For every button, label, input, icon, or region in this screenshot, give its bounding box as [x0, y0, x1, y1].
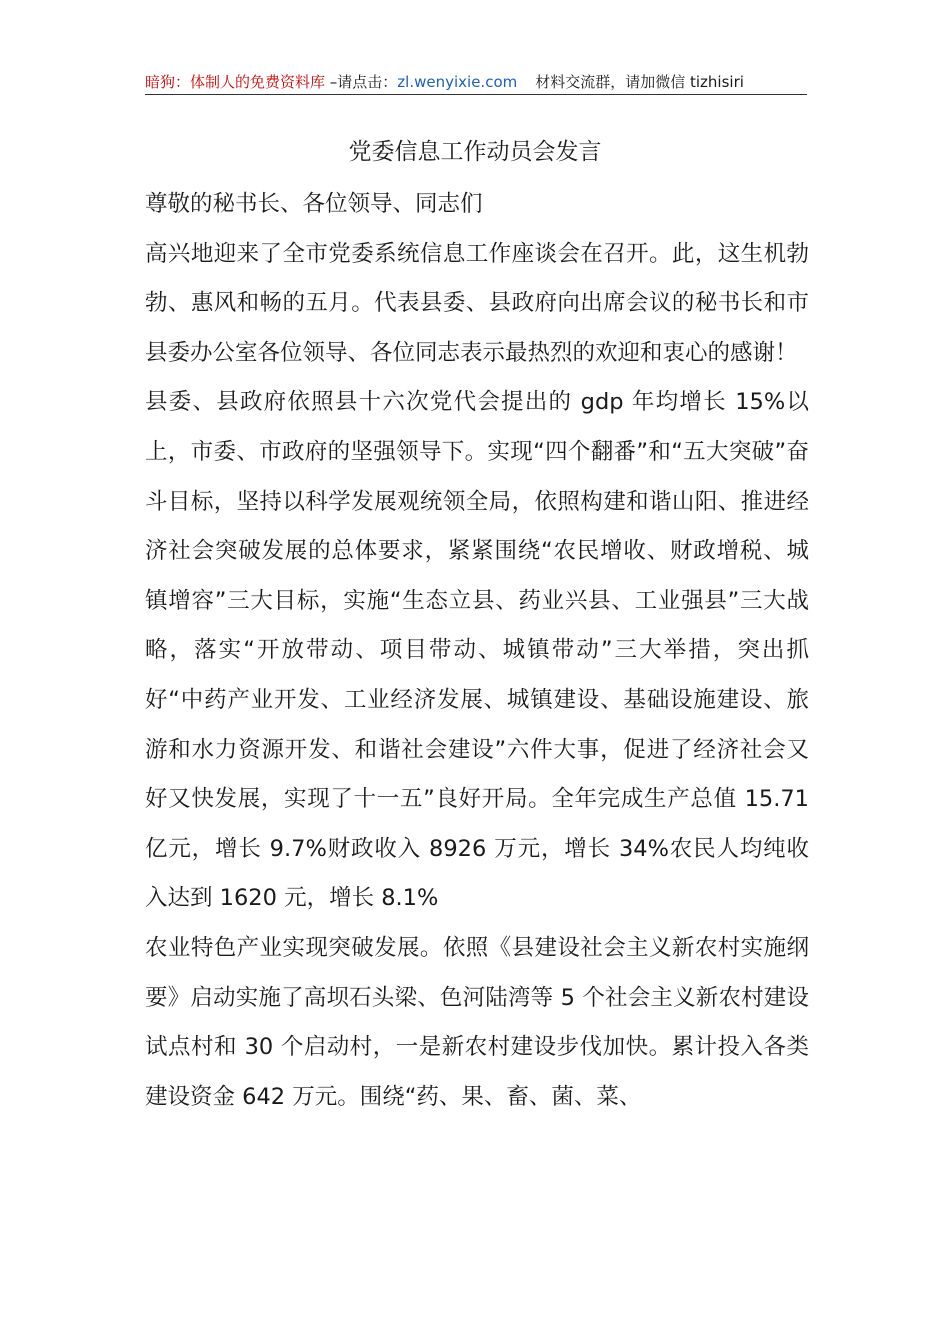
body-paragraph: 高兴地迎来了全市党委系统信息工作座谈会在召开。此，这生机勃勃、惠风和畅的五月。代表县委、县政府向出席会议的秘书长和市县委办公室各位领导、各位同志表示最热烈的欢迎和衷心的感谢！ — [145, 240, 809, 366]
header-divider — [145, 94, 807, 95]
document-body — [145, 180, 809, 1122]
page-header — [145, 70, 807, 94]
document-title: 党委信息工作动员会发言 — [348, 139, 602, 165]
header-contact-text: 材料交流群，请加微信 tizhisiri — [535, 73, 744, 91]
header-promo-text: 暗狗：体制人的免费资料库 — [145, 73, 326, 91]
body-paragraph: 农业特色产业实现突破发展。依照《县建设社会主义新农村实施纲要》启动实施了高坝石头梁、色河陆湾等 5 个社会主义新农村建设试点村和 30 个启动村，一是新农村建设步伐加快。累计投入各类建设资金 642 万元。围绕“药、果、畜、菌、菜、 — [145, 934, 809, 1110]
salutation-paragraph: 尊敬的秘书长、各位领导、同志们 — [145, 191, 483, 217]
body-paragraph: 县委、县政府依照县十六次党代会提出的 gdp 年均增长 15%以上，市委、市政府的坚强领导下。实现“四个翻番”和“五大突破”奋斗目标，坚持以科学发展观统领全局，依照构建和谐山阳、推进经济社会突破发展的总体要求，紧紧围绕“农民增收、财政增税、城镇增容”三大目标，实施“生态立县、药业兴县、工业强县”三大战略，落实“开放带动、项目带动、城镇带动”三大举措，突出抓好“中药产业开发、工业经济发展、城镇建设、基础设施建设、旅游和水力资源开发、和谐社会建设”六件大事，促进了经济社会又好又快发展，实现了十一五”良好开局。全年完成生产总值 15.71 亿元，增长 9.7%财政收入 8926 万元，增长 34%农民人均纯收入达到 1620 元，增长 8.1% — [145, 389, 809, 912]
header-click-prompt: –请点击： — [325, 73, 398, 91]
header-link[interactable]: zl.wenyixie.com — [397, 73, 518, 91]
